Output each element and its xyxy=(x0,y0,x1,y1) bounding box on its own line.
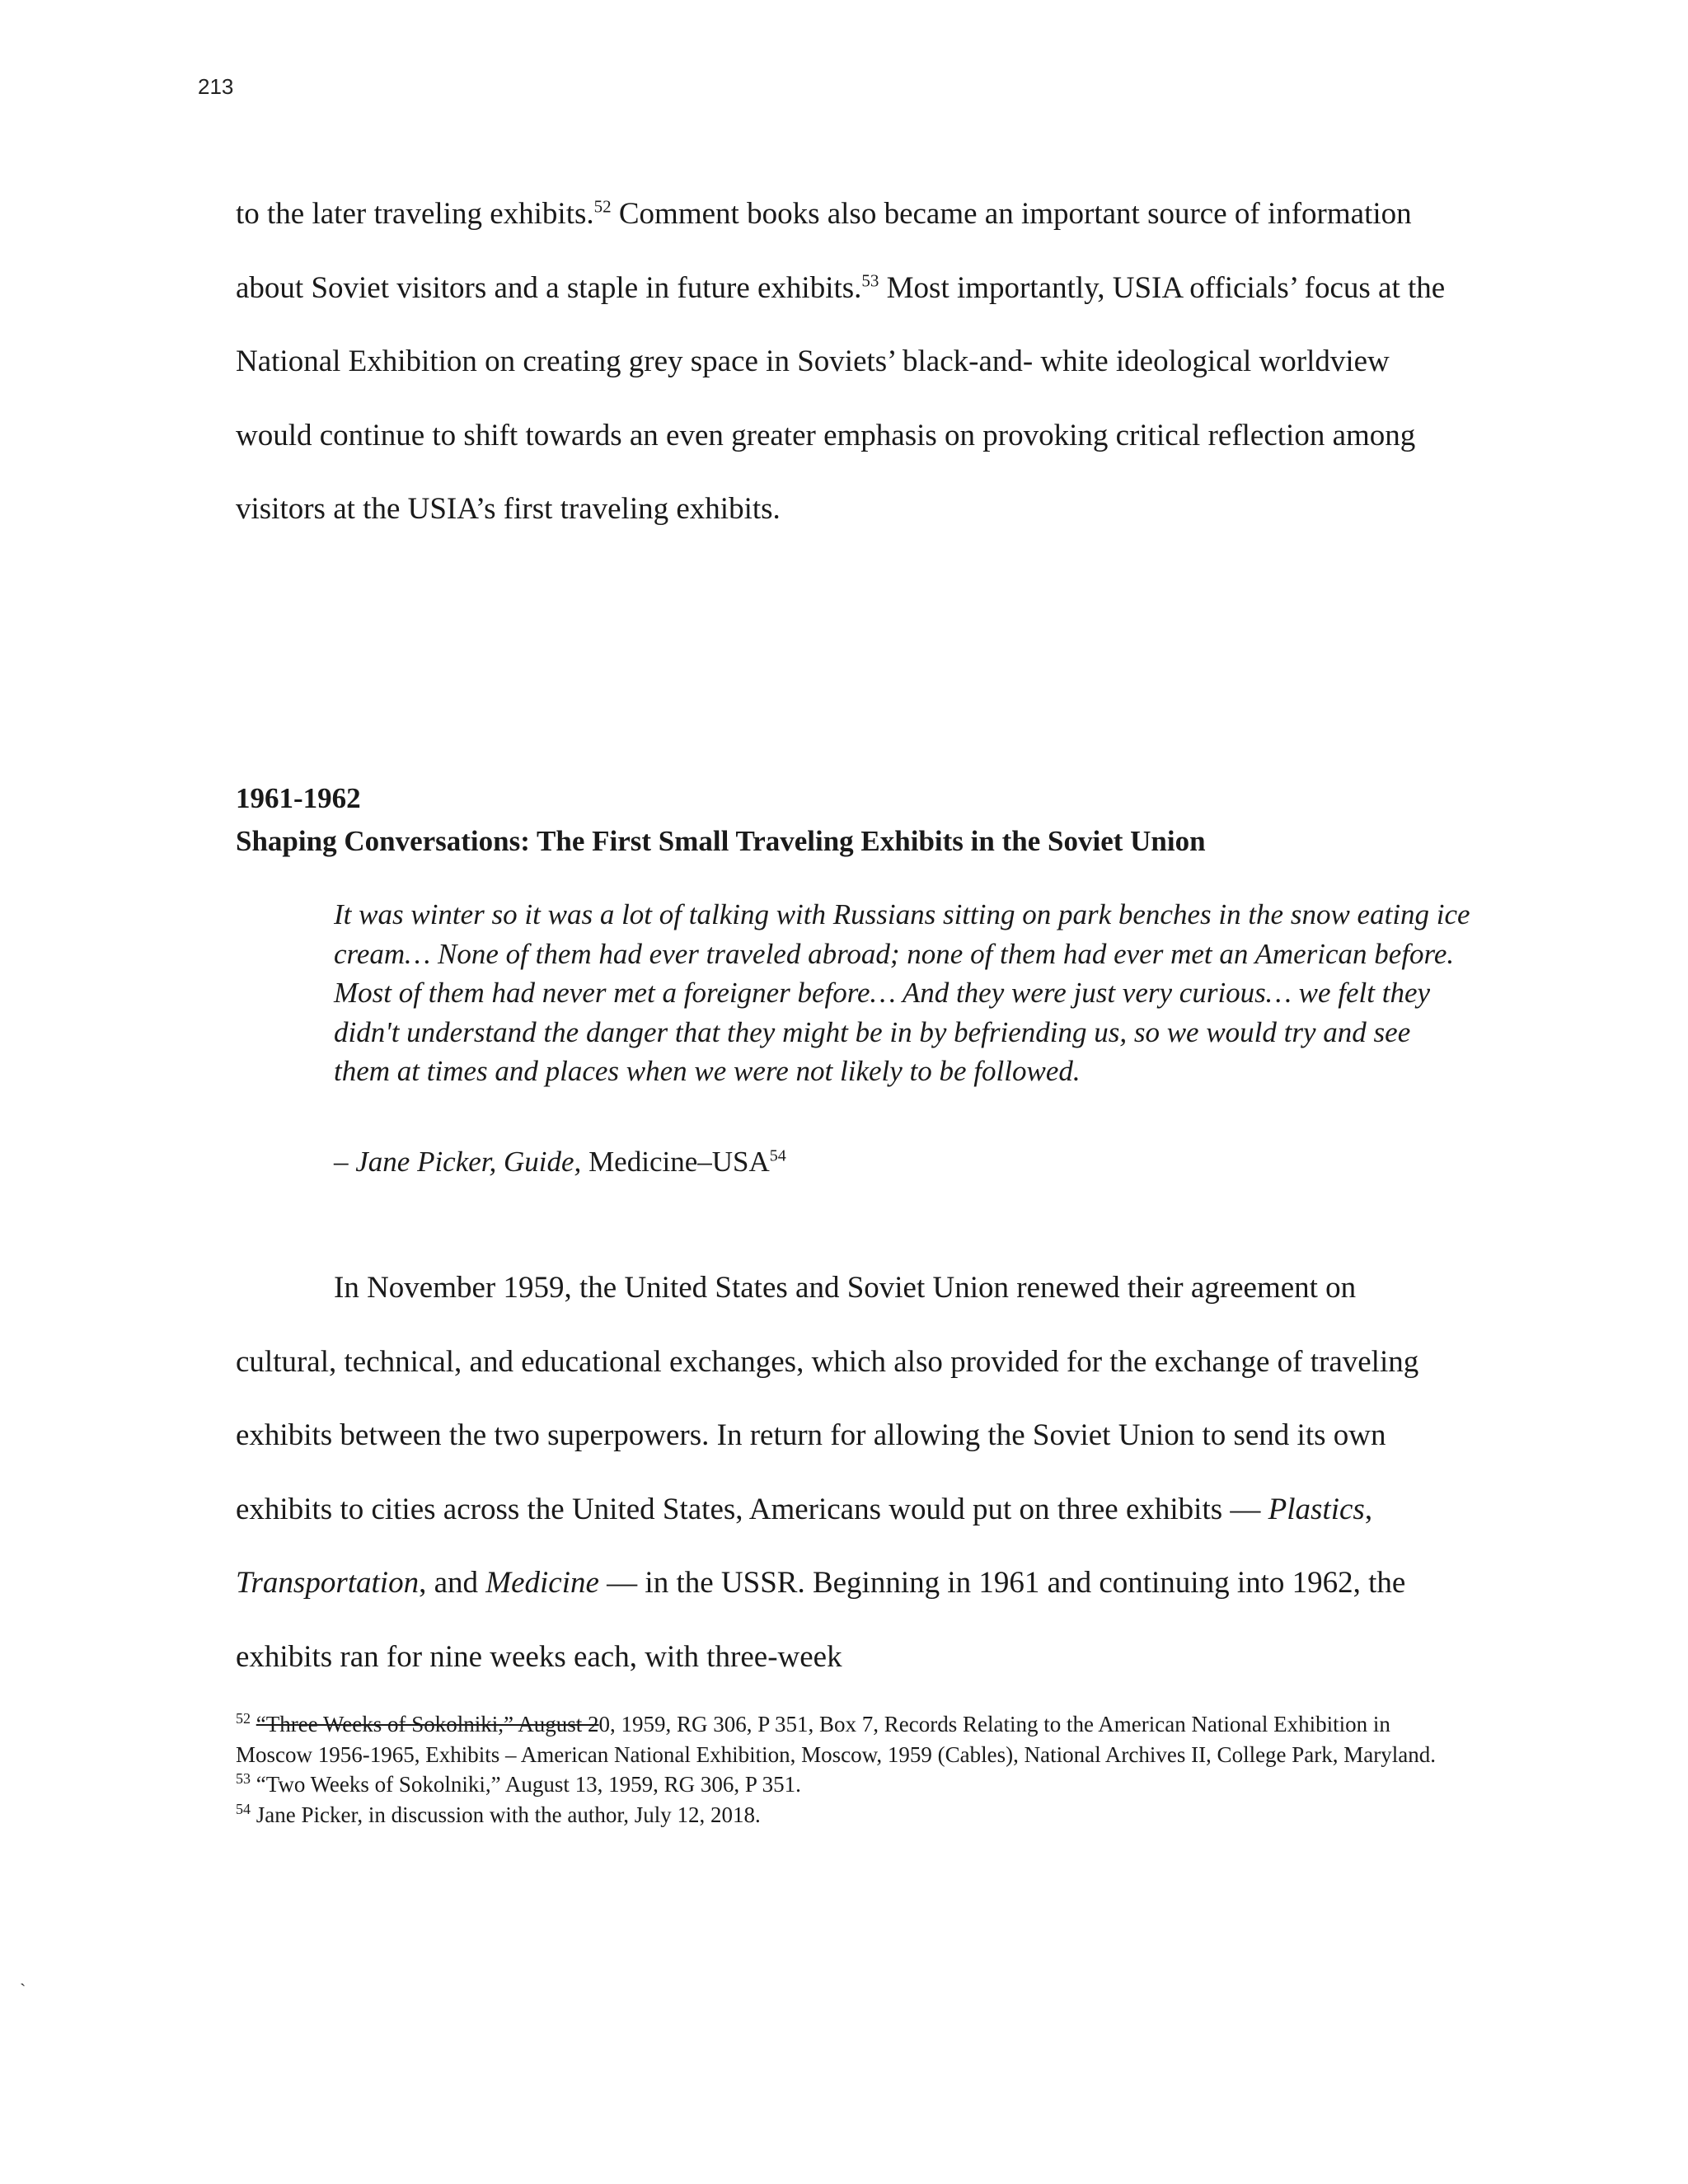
footnote-text: 0, 1959, RG 306, P 351, Box 7, Records Relating to the American National Exhibition in Moscow 1956-1965, Exhibits – American National Exhibition, Moscow, 1959 (Cables), National Archives II, College Park, Maryland. xyxy=(236,1712,1436,1767)
attribution-name: – Jane Picker, Guide, xyxy=(334,1146,589,1178)
footnote-reference[interactable]: 54 xyxy=(769,1146,786,1165)
body-paragraph-2 xyxy=(236,1251,1447,1694)
footnote-number: 53 xyxy=(236,1770,251,1787)
paragraph-text: — in the USSR. Beginning in 1961 and continuing into 1962, the exhibits ran for nine weeks each, with three-week xyxy=(236,1566,1406,1674)
body-paragraph-1 xyxy=(236,177,1447,546)
section-title-heading: Shaping Conversations: The First Small Traveling Exhibits in the Soviet Union xyxy=(236,825,1206,857)
epigraph-attribution xyxy=(334,1142,1471,1182)
exhibit-title: Transportation xyxy=(236,1566,420,1600)
footnotes-section xyxy=(236,1709,1456,1830)
separator-text: , xyxy=(1364,1492,1373,1526)
footnote-reference[interactable]: 53 xyxy=(861,270,879,291)
footnote-number: 52 xyxy=(236,1710,251,1727)
paragraph-text: In November 1959, the United States and Soviet Union renewed their agreement on cultural, technical, and educational exchanges, which also provided for the exchange of traveling exhibits between the two superpowers. In return for allowing the Soviet Union to send its own exhibits to cities across the United States, Americans would put on three exhibits — xyxy=(236,1271,1419,1526)
struck-text: “Three Weeks of Sokolniki,” August 2 xyxy=(256,1712,599,1736)
exhibit-title: Medicine xyxy=(485,1566,599,1600)
footnote-number: 54 xyxy=(236,1800,251,1817)
exhibit-title: Plastics xyxy=(1268,1492,1365,1526)
paragraph-text: to the later traveling exhibits. xyxy=(236,197,594,231)
footnote-54 xyxy=(236,1800,1456,1830)
footnote-text: Jane Picker, in discussion with the author, July 12, 2018. xyxy=(256,1802,761,1827)
separator-text: , and xyxy=(419,1566,486,1600)
footnote-52 xyxy=(236,1709,1456,1769)
stray-mark: ` xyxy=(20,1980,26,2000)
epigraph-quote: It was winter so it was a lot of talking with Russians sitting on park benches in the snow eating ice cream… None of them had ever traveled abroad; none of them had ever met an American before. Most of them had never met a foreigner before… And they were just very curious… we felt they didn't understand the danger that they might be in by befriending us, so we would try and see them at times and places when we were not likely to be followed. xyxy=(334,898,1470,1087)
section-year-heading: 1961-1962 xyxy=(236,782,361,814)
footnote-text: “Two Weeks of Sokolniki,” August 13, 1959, RG 306, P 351. xyxy=(256,1772,801,1797)
page-number: 213 xyxy=(198,74,234,99)
paragraph-text: Most importantly, USIA officials’ focus at the National Exhibition on creating grey space in Soviets’ black-and- white ideological worldview would continue to shift towards an even greater emphasis on provoking critical reflection among visitors at the USIA’s first traveling exhibits. xyxy=(236,270,1446,526)
paragraph-text: Comment books also became an important source of information about Soviet visitors and a staple in future exhibits. xyxy=(236,197,1412,305)
footnote-reference[interactable]: 52 xyxy=(593,196,612,217)
attribution-exhibit: Medicine–USA xyxy=(588,1146,770,1178)
footnote-53 xyxy=(236,1769,1456,1800)
